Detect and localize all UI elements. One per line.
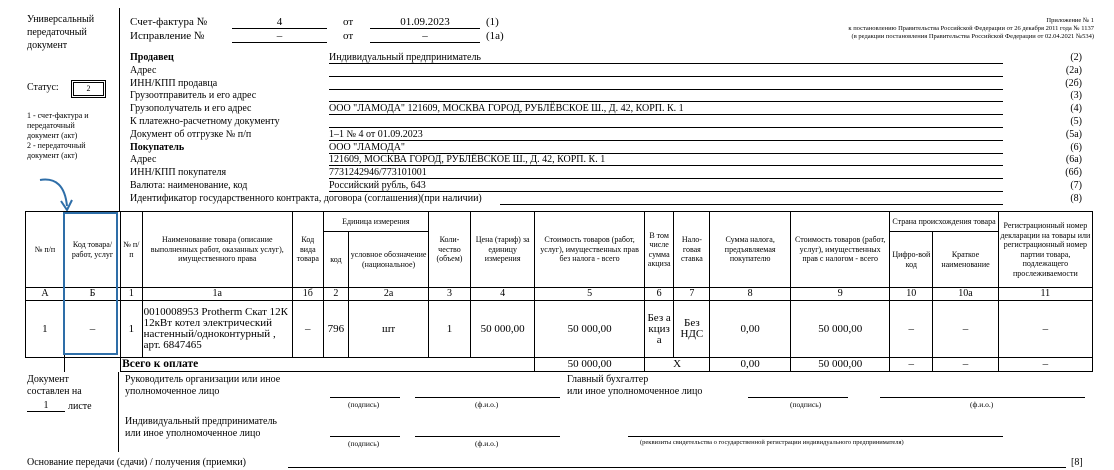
field-underline [329,89,1003,90]
th-qty: Коли-чество (объем) [428,212,470,288]
field-code: (3) [1070,90,1082,102]
head-label-line: уполномоченное лицо [125,386,220,397]
sheets-count: 1 [43,400,49,411]
doc-type-line: документ [27,40,68,51]
field-code: (6а) [1065,154,1082,166]
ip-label [125,416,277,440]
field-underline [329,63,1003,64]
field-underline [329,165,1003,166]
field-code: (5) [1070,116,1082,127]
field-value: 121609, МОСКВА ГОРОД, РУБЛЁВСКОЕ Ш., Д. 42, КОРП. К. 1 [329,154,606,166]
status-label: Статус: [27,82,59,93]
column-index: 5 [535,288,644,301]
column-index: 2 [323,288,349,301]
field-code: (2) [1070,52,1082,63]
status-note: документ (акт) [27,131,78,140]
th-country-code: Цифро-вой код [890,232,933,288]
invoice-label: Счет-фактура № [130,16,208,28]
doc-compiled-hidden [27,374,126,386]
column-index: А [26,288,65,301]
fio-line [415,436,560,437]
column-index: 10 [890,288,933,301]
ip-label-line: или иное уполномоченное лицо [125,428,261,439]
field-label: Адрес [130,64,157,76]
signature-line [330,436,400,437]
column-index: 4 [470,288,534,301]
field-label: К платежно-расчетному документу [130,116,280,127]
cell-num2: 1 [121,301,142,358]
signature-caption: (подпись) [348,400,380,409]
signature-caption: (подпись) [348,439,380,448]
total-tax-sum: 0,00 [710,358,791,372]
left-separator [119,8,120,211]
th-price: Цена (тариф) за единицу измерения [470,212,534,288]
field-underline [329,140,1003,141]
th-unit-code: код [323,232,349,288]
field-label: Грузоотправитель и его адрес [130,90,257,102]
signature-caption: (подпись) [790,400,822,409]
fio-caption: (ф.и.о.) [475,400,499,409]
chief-accountant-label [567,374,702,398]
status-note: передаточный [27,121,75,130]
column-index: 7 [674,288,710,301]
cell-qty: 1 [428,301,470,358]
column-index: 9 [791,288,890,301]
column-index-row [26,288,1093,301]
field-code: (4) [1070,103,1082,115]
ip-label-line: Индивидуальный предприниматель [125,416,277,427]
column-index: 2а [349,288,429,301]
th-num2: № п/п [121,212,142,288]
field-value: 7731242946/773101001 [329,167,427,179]
invoice-from-label: от [343,16,354,28]
cell-cost-no-tax: 50 000,00 [535,301,644,358]
invoice-date: 01.09.2023 [400,16,450,28]
appendix-line: Приложение № 1 [1046,17,1094,24]
status-notes [27,111,89,161]
head-label-line: Руководитель организации или иное [125,374,281,385]
field-underline [329,178,1003,179]
fio-line [880,397,1085,398]
curved-arrow-icon [36,174,76,214]
total-declaration: – [998,358,1092,372]
correction-code: (1а) [486,30,504,42]
invoice-code: (1) [486,16,499,28]
column-index: 6 [644,288,674,301]
fio-line [415,397,560,398]
total-row [26,358,1093,372]
correction-from-label: от [343,30,354,42]
column-index: 1а [142,288,292,301]
fio-caption: (ф.и.о.) [475,439,499,448]
field-code: (2б) [1065,77,1082,89]
field-label: Валюта: наименование, код [130,180,248,191]
signature-line [330,397,400,398]
cert-line [628,436,1003,437]
product-code-column-highlight [63,212,118,355]
field-underline [329,127,1003,128]
total-cost-no-tax: 50 000,00 [535,358,644,372]
appendix-line: к постановлению Правительства Российской Федерации от 26 декабря 2011 года № 1137 [848,25,1094,32]
status-note: 1 - счет-фактура и [27,111,89,120]
column-index: 3 [428,288,470,301]
th-num: № п/п [26,212,65,288]
field-code: (6) [1070,141,1082,153]
cell-product-code: – [64,301,120,358]
cell-name: 0010008953 Protherm Скат 12К 12кВт котел электрический настенный/одноконтурный , арт. 6847465 [142,301,292,358]
correction-number: – [276,30,283,42]
th-name: Наименование товара (описание выполненных работ, оказанных услуг), имущественного права [142,212,292,288]
fio-caption: (ф.и.о.) [970,400,994,409]
doc-type-line: передаточный [27,27,87,38]
field-code: (6б) [1065,167,1082,179]
cell-unit-code: 796 [323,301,349,358]
cell-unit-name: шт [349,301,429,358]
field-label: Продавец [130,52,174,63]
column-index: 10а [933,288,998,301]
chief-label-line: или иное уполномоченное лицо [567,386,703,397]
th-rate: Нало-говая ставка [674,212,710,288]
underline [27,411,65,412]
cert-caption: (реквизиты свидетельства о государственной регистрации индивидуального предпринимателя) [640,439,904,446]
document-type [27,13,94,52]
appendix-line: (в редакции постановления Правительства Российской Федерации от 02.04.2021 №534) [851,33,1094,40]
status-note: документ (акт) [27,151,78,160]
field-value: ООО "ЛАМОДА" [329,141,405,153]
field-code: (8) [1070,192,1082,204]
underline [232,28,327,29]
field-value: ООО "ЛАМОДА" 121609, МОСКВА ГОРОД, РУБЛЁВСКОЕ Ш., Д. 42, КОРП. К. 1 [329,103,684,115]
cell-cost-with-tax: 50 000,00 [791,301,890,358]
th-declaration: Регистрационный номер декларации на товары или регистрационный номер партии товара, подлежащего прослеживаемости [998,212,1092,288]
chief-label-line: Главный бухгалтер [567,374,649,385]
total-cost-with-tax: 50 000,00 [791,358,890,372]
sheets-label: листе [68,401,92,412]
column-index: 1б [292,288,323,301]
th-country-group: Страна происхождения товара [890,212,998,232]
underline [232,42,327,43]
cell-kind: – [292,301,323,358]
th-tax-sum: Сумма налога, предъявляемая покупателю [710,212,791,288]
th-excise: В том числе сумма акциза [644,212,674,288]
field-underline [329,76,1003,77]
field-label: Идентификатор государственного контракта, договора (соглашения)(при наличии) [130,192,482,204]
field-code: (5а) [1065,128,1082,140]
th-unit-name: условное обозначение (национальное) [349,232,429,288]
table-header-row [26,212,1093,232]
field-value: Российский рубль, 643 [329,180,426,191]
field-value: Индивидуальный предприниматель [329,52,481,63]
th-country-name: Краткое наименование [933,232,998,288]
cell-price: 50 000,00 [470,301,534,358]
cell-declaration: – [998,301,1092,358]
cell-excise: Без акциз а [644,301,674,358]
field-underline [329,114,1003,115]
doc-type-line: Универсальный [27,14,95,25]
total-label: Всего к оплате [121,358,535,372]
status-value: 2 [73,82,104,96]
correction-date: – [422,30,428,42]
appendix-note [848,17,1094,41]
column-index: Б [64,288,120,301]
field-label: Покупатель [130,141,185,153]
th-cost-no-tax: Стоимость товаров (работ, услуг), имущественных прав без налога - всего [535,212,644,288]
cell-num: 1 [26,301,65,358]
basis-code: [8] [1071,457,1083,468]
doc-compiled-label: Документ составлен на [27,374,82,397]
field-value: 1–1 № 4 от 01.09.2023 [329,128,423,140]
basis-line [288,467,1066,468]
column-index: 1 [121,288,142,301]
th-cost-with-tax: Стоимость товаров (работ, услуг), имущественных прав с налогом - всего [791,212,890,288]
basis-label: Основание передачи (сдачи) / получения (приемки) [27,457,246,468]
field-label: Документ об отгрузке № п/п [130,128,252,140]
field-label: ИНН/КПП продавца [130,77,218,89]
th-kind: Код вида товара [292,212,323,288]
th-product-code: Код товара/ работ, услуг [64,212,120,288]
head-label [125,374,280,398]
signature-line [748,397,848,398]
field-label: ИНН/КПП покупателя [130,167,227,179]
cell-tax-sum: 0,00 [710,301,791,358]
total-country-code: – [890,358,933,372]
underline [370,28,480,29]
goods-table [25,211,1093,372]
cell-country-name: – [933,301,998,358]
field-label: Адрес [130,154,157,166]
column-index: 11 [998,288,1092,301]
status-note: 2 - передаточный [27,141,86,150]
cell-country-code: – [890,301,933,358]
field-label: Грузополучатель и его адрес [130,103,252,115]
table-row [26,301,1093,358]
column-index: 8 [710,288,791,301]
invoice-number: 4 [276,16,283,28]
underline [370,42,480,43]
total-country-name: – [933,358,998,372]
field-code: (7) [1070,180,1082,191]
field-underline [500,204,1003,205]
th-unit-group: Единица измерения [323,212,428,232]
total-excise: X [644,358,709,372]
cell-rate: Без НДС [674,301,710,358]
field-code: (2а) [1065,64,1082,76]
correction-label: Исправление № [130,30,205,42]
